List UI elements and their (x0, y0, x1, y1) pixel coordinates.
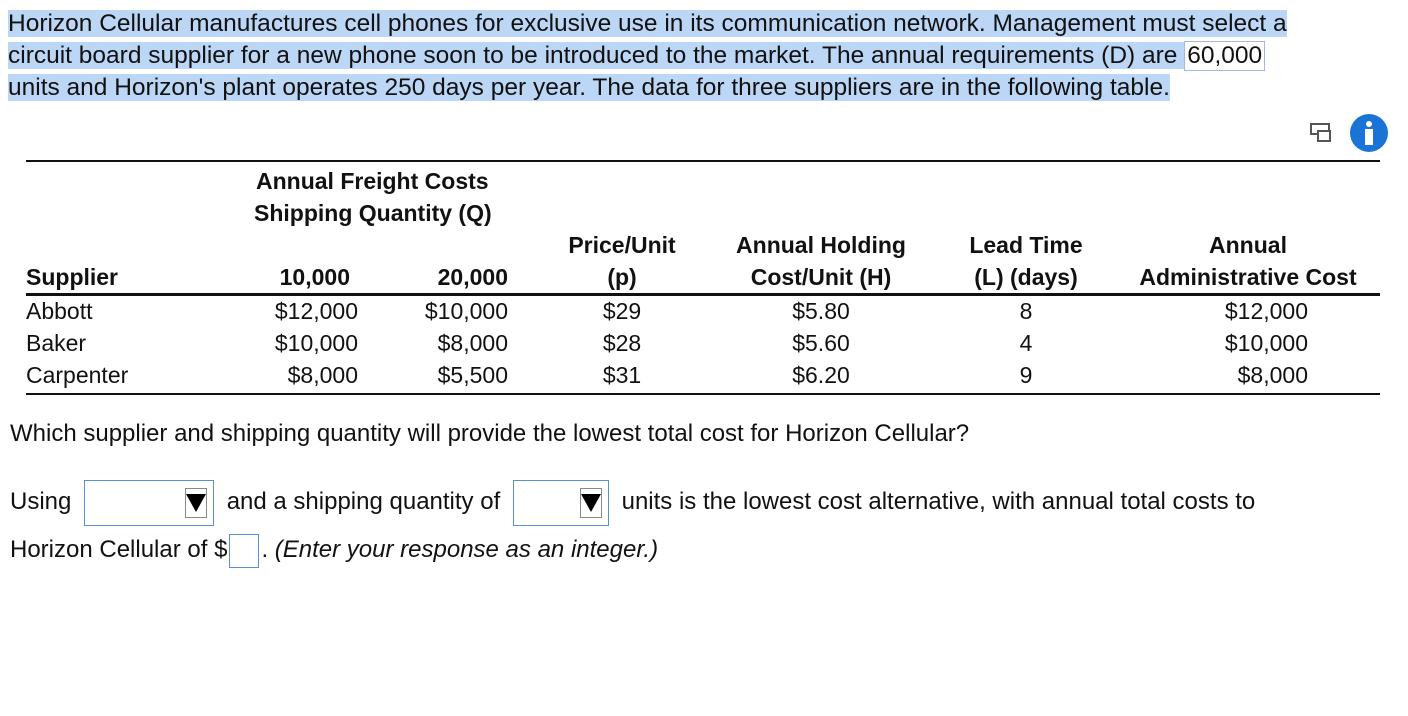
freight-header-2: Shipping Quantity (Q) (254, 200, 492, 226)
row-baker-q1: $10,000 (274, 330, 358, 356)
q1-header: 10,000 (279, 264, 350, 290)
lead-header-2: (L) (days) (974, 264, 1078, 290)
row-abbott-holding: $5.80 (792, 298, 850, 324)
row-abbott-q1: $12,000 (274, 298, 358, 324)
row-abbott-q2: $10,000 (424, 298, 508, 324)
holding-header-2: Cost/Unit (H) (750, 264, 892, 290)
lead-header-1: Lead Time (969, 232, 1083, 258)
row-carpenter-q2: $5,500 (437, 362, 508, 388)
freight-header-1: Annual Freight Costs (256, 168, 489, 194)
answer-sentence (10, 478, 1390, 574)
question-text: Which supplier and shipping quantity will provide the lowest total cost for Horizon Cellular? (10, 420, 970, 447)
info-icon[interactable] (1350, 114, 1388, 152)
row-baker-price: $28 (602, 330, 642, 356)
row-abbott-price: $29 (602, 298, 642, 324)
row-baker-admin: $10,000 (1224, 330, 1308, 356)
row-baker-q2: $8,000 (437, 330, 508, 356)
answer-part-1: Using (10, 488, 72, 515)
row-abbott-supplier: Abbott (26, 298, 93, 324)
row-baker-holding: $5.60 (792, 330, 850, 356)
row-baker-supplier: Baker (26, 330, 87, 356)
problem-statement (8, 8, 1380, 104)
copy-icon[interactable] (1310, 123, 1334, 143)
answer-part-4: Horizon Cellular of $ (10, 536, 228, 563)
supplier-header: Supplier (26, 264, 119, 290)
supplier-select[interactable] (84, 480, 214, 526)
answer-part-5: . (261, 536, 269, 563)
row-abbott-admin: $12,000 (1224, 298, 1308, 324)
row-carpenter-holding: $6.20 (792, 362, 850, 388)
row-carpenter-price: $31 (602, 362, 642, 388)
row-baker-lead: 4 (1019, 330, 1033, 356)
intro-line-3: units and Horizon's plant operates 250 days per year. The data for three suppliers are in the following table. (8, 74, 1170, 101)
q2-header: 20,000 (437, 264, 508, 290)
chevron-down-icon[interactable] (185, 488, 207, 518)
table-top-rule (26, 160, 1380, 162)
intro-line-2: circuit board supplier for a new phone soon to be introduced to the market. The annual requirements (D) are (8, 42, 1185, 69)
intro-line-1: Horizon Cellular manufactures cell phones for exclusive use in its communication network. Management must select a (8, 10, 1287, 37)
total-cost-input[interactable] (229, 534, 259, 568)
answer-hint: (Enter your response as an integer.) (274, 536, 659, 563)
answer-part-2: and a shipping quantity of (226, 488, 501, 515)
table-header-rule (26, 293, 1380, 296)
row-carpenter-admin: $8,000 (1237, 362, 1308, 388)
row-carpenter-q1: $8,000 (287, 362, 358, 388)
answer-part-3: units is the lowest cost alternative, with annual total costs to (621, 488, 1256, 515)
table-bottom-rule (26, 393, 1380, 395)
row-carpenter-lead: 9 (1019, 362, 1033, 388)
row-abbott-lead: 8 (1019, 298, 1033, 324)
price-header-2: (p) (607, 264, 637, 290)
admin-header-2: Administrative Cost (1139, 264, 1357, 290)
quantity-select[interactable] (513, 480, 609, 526)
row-carpenter-supplier: Carpenter (26, 362, 129, 388)
annual-requirement-value: 60,000 (1184, 41, 1265, 71)
holding-header-1: Annual Holding (736, 232, 906, 258)
admin-header-1: Annual (1209, 232, 1287, 258)
toolbar-icons (1310, 114, 1388, 152)
chevron-down-icon[interactable] (580, 488, 602, 518)
price-header-1: Price/Unit (568, 232, 676, 258)
